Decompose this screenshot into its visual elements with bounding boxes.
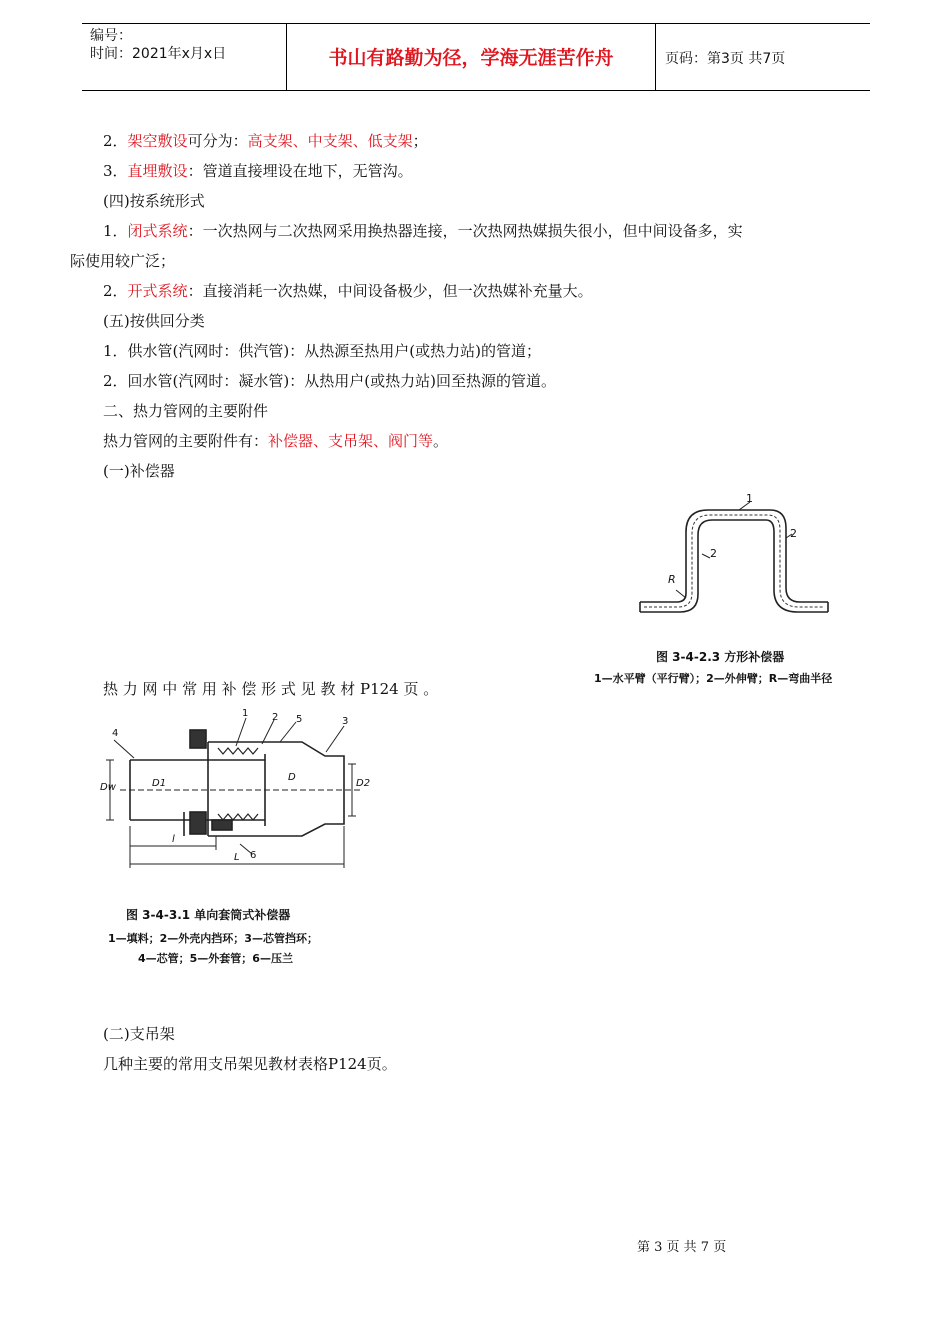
highlight-term: 高支架、中支架、低支架 [247, 132, 413, 150]
highlight-term: 闭式系统 [127, 222, 188, 240]
header-divider [655, 23, 656, 91]
header-meta [90, 27, 226, 63]
highlight-term: 架空敷设 [127, 132, 188, 150]
text-span: ：一次热网与二次热网采用换热器连接，一次热网热媒损失很小，但中间设备多，实 [187, 222, 743, 240]
figure-square-compensator [594, 490, 880, 690]
figure-sleeve-compensator [100, 708, 380, 973]
figure-label: 1 [242, 708, 249, 719]
section-heading: (一)补偿器 [103, 462, 175, 480]
figure-label: 3 [342, 716, 349, 727]
figure-label: D2 [356, 778, 371, 789]
figure-label: R [668, 573, 676, 586]
text-line: 1．供水管(汽网时：供汽管)：从热源至热用户(或热力站)的管道； [103, 342, 541, 360]
page-header [82, 23, 870, 91]
figure-legend: 1—水平臂（平行臂）；2—外伸臂；R—弯曲半径 [594, 672, 833, 685]
serial-label: 编号： [90, 28, 132, 44]
highlight-term: 直埋敷设 [127, 162, 188, 180]
figure-caption: 图 3-4-3.1 单向套筒式补偿器 [126, 908, 291, 922]
page-footer: 第 3 页 共 7 页 [637, 1240, 727, 1255]
section-heading: 二、热力管网的主要附件 [103, 402, 269, 420]
figure-caption: 图 3-4-2.3 方形补偿器 [656, 650, 785, 664]
highlight-term: 补偿器、支吊架、阀门等 [268, 432, 434, 450]
time-label: 时间：2021年x月x日 [90, 46, 227, 62]
text-line: 际使用较广泛； [70, 252, 176, 270]
text-span: 1． [103, 222, 128, 240]
text-line [103, 431, 448, 451]
header-motto: 书山有路勤为径，学海无涯苦作舟 [328, 47, 614, 69]
text-span: ； [412, 132, 428, 150]
text-line [103, 281, 593, 301]
text-span: 热力管网的主要附件有： [103, 432, 269, 450]
figure-label: l [172, 834, 175, 845]
text-span: 可分为： [187, 132, 248, 150]
figure-legend: 1—填料；2—外壳内挡环；3—芯管挡环； [108, 932, 318, 945]
section-heading: (二)支吊架 [103, 1025, 175, 1043]
text-line: 几种主要的常用支吊架见教材表格P124页。 [103, 1055, 397, 1073]
text-span: 2． [103, 282, 128, 300]
header-page-label: 页码：第3页 共7页 [665, 51, 786, 67]
figure-label: 6 [250, 850, 257, 861]
figure-label: D1 [152, 778, 167, 789]
header-top-rule [82, 23, 870, 24]
text-span: ：管道直接埋设在地下，无管沟。 [187, 162, 413, 180]
figure-label: 1 [746, 492, 753, 505]
header-bottom-rule [82, 90, 870, 91]
section-heading: (五)按供回分类 [103, 312, 205, 330]
figure-label: 2 [272, 712, 279, 723]
text-line [103, 221, 743, 241]
text-line: 热 力 网 中 常 用 补 偿 形 式 见 教 材 P124 页 。 [103, 680, 439, 698]
text-line [103, 161, 413, 181]
square-compensator-drawing [620, 490, 880, 640]
text-span: ：直接消耗一次热媒，中间设备极少，但一次热媒补充量大。 [187, 282, 593, 300]
figure-label: 2 [710, 547, 717, 560]
figure-label: 5 [296, 714, 303, 725]
text-span: 2． [103, 132, 128, 150]
figure-label: L [234, 852, 240, 863]
text-span: 3． [103, 162, 128, 180]
figure-label: Dw [100, 782, 116, 793]
figure-label: D [288, 772, 296, 783]
figure-label: 4 [112, 728, 119, 739]
sleeve-compensator-drawing [100, 708, 380, 888]
figure-legend: 4—芯管；5—外套管；6—压兰 [138, 952, 293, 965]
figure-label: 2 [790, 527, 797, 540]
text-line [103, 131, 428, 151]
highlight-term: 开式系统 [127, 282, 188, 300]
text-line: 2．回水管(汽网时：凝水管)：从热用户(或热力站)回至热源的管道。 [103, 372, 556, 390]
text-span: 。 [433, 432, 449, 450]
section-heading: (四)按系统形式 [103, 192, 205, 210]
